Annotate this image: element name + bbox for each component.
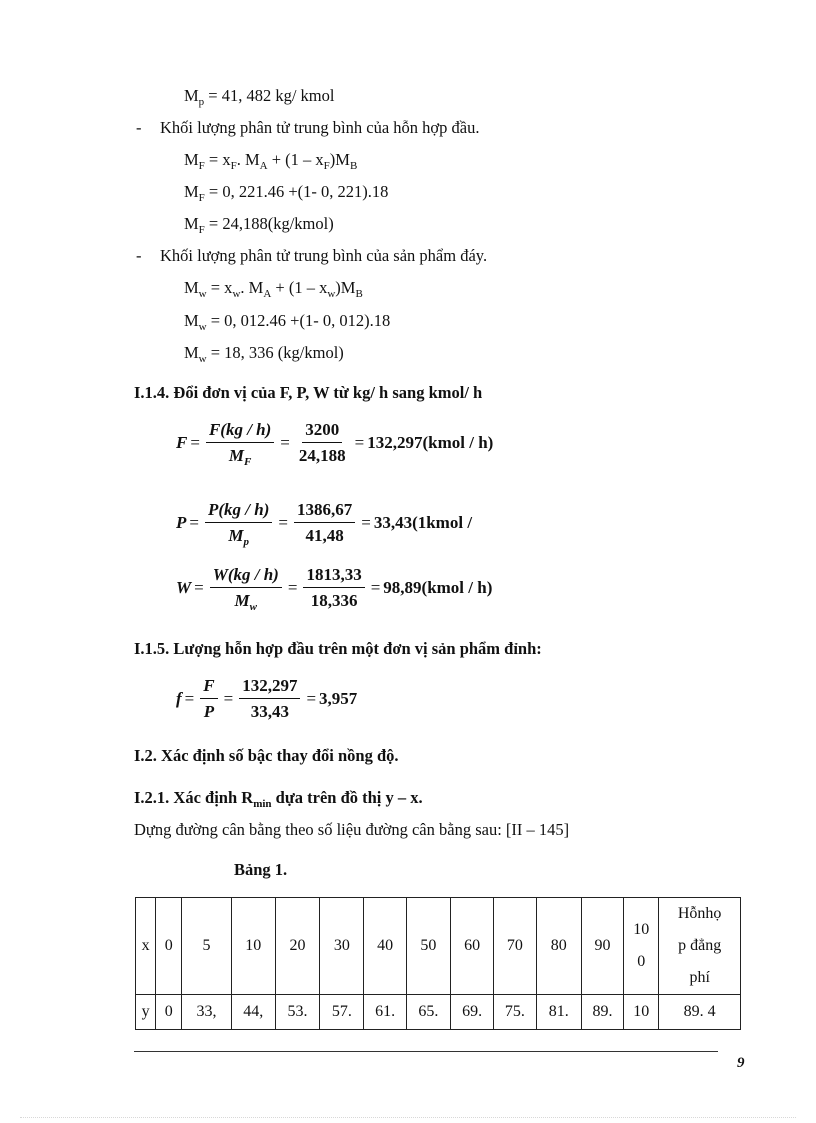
mf-values: $M_F = 0$, 221.46 +(1- 0, 221).18 — [184, 182, 389, 204]
mw-formula: $M_w = x_w$. $M_A + (1 - x_w)M_B$ — [184, 278, 363, 300]
heading-1-2: I.2. Xác định số bậc thay đổi nồng độ. — [134, 746, 399, 765]
table-cell: 0 — [156, 995, 182, 1030]
table-cell: 65. — [406, 995, 450, 1030]
table-cell: Hỗnhọ p đẳng phí — [659, 898, 741, 995]
table-cell: 75. — [494, 995, 536, 1030]
table-cell: 33, — [182, 995, 231, 1030]
mp-value: = 41, 482 kg/ kmol — [208, 86, 335, 105]
table-cell: 53. — [275, 995, 319, 1030]
table-cell: 57. — [320, 995, 364, 1030]
table-cell: 10 — [231, 898, 275, 995]
mp-line: $M_p = 41$, 482 kg/ kmol — [184, 86, 335, 108]
table-cell: 30 — [320, 898, 364, 995]
heading-1-2-1: I.2.1. Xác định $R_{min}$ dựa trên đồ thị y – x. — [134, 788, 423, 810]
paragraph-equilibrium: Dựng đường cân bằng theo số liệu đường cân bằng sau: [II – 145] — [134, 820, 570, 839]
table-row — [136, 995, 741, 1030]
table-cell: 60 — [451, 898, 494, 995]
table-cell: 81. — [536, 995, 581, 1030]
table-caption: Bảng 1. — [234, 860, 288, 879]
row-label: y — [136, 995, 156, 1030]
table-row — [136, 898, 741, 995]
table-cell: 40 — [364, 898, 406, 995]
table-cell: 90 — [581, 898, 623, 995]
table-cell: 70 — [494, 898, 536, 995]
table-cell: 80 — [536, 898, 581, 995]
mw-result: $M_w = 18$, 336 (kg/kmol) — [184, 343, 344, 365]
page-bottom-border — [20, 1117, 796, 1118]
mw-values: $M_w = 0$, 012.46 +(1- 0, 012).18 — [184, 311, 391, 333]
formula-P: P = $\frac{P(kg / h)}{M_p}$ = $\frac{1386,67}{41,48}$ = 33,43(1kmol / — [176, 500, 473, 548]
table-cell: 89. 4 — [659, 995, 741, 1030]
equilibrium-table — [135, 897, 741, 1030]
mf-formula: $M_F = x_F$. $M_A + (1 - x_F)M_B$ — [184, 150, 358, 172]
table-cell: 10 0 — [624, 898, 659, 995]
heading-1-1-5: I.1.5. Lượng hỗn hợp đầu trên một đơn vị sản phẩm đỉnh: — [134, 639, 542, 658]
formula-F: F = $\frac{F(kg / h)}{M_F}$ = $\frac{3200}{24,188}$ = 132,297(kmol / h) — [176, 420, 494, 468]
row-label: x — [136, 898, 156, 995]
mf-result: $M_F$ = 24,188(kg/kmol) — [184, 214, 334, 236]
formula-W: W = $\frac{W(kg / h)}{M_w}$ = $\frac{1813,33}{18,336}$ = 98,89(kmol / h) — [176, 565, 493, 613]
page-number: 9 — [737, 1055, 745, 1071]
table-cell: 50 — [406, 898, 450, 995]
table-cell: 20 — [275, 898, 319, 995]
table-cell: 44, — [231, 995, 275, 1030]
table-cell: 0 — [156, 898, 182, 995]
table-cell: 5 — [182, 898, 231, 995]
footer-rule — [134, 1051, 718, 1052]
bullet-feed-mass: Khối lượng phân tử trung bình của hỗn hợp đầu. — [160, 118, 480, 137]
heading-1-1-4: I.1.4. Đổi đơn vị của F, P, W từ kg/ h sang kmol/ h — [134, 383, 483, 402]
table-cell: 89. — [581, 995, 623, 1030]
table-cell: 10 — [624, 995, 659, 1030]
bullet-dash: - — [136, 118, 142, 137]
bullet-dash: - — [136, 246, 142, 265]
bullet-bottom-mass: Khối lượng phân tử trung bình của sản phẩm đáy. — [160, 246, 488, 265]
table-cell: 61. — [364, 995, 406, 1030]
table-cell: 69. — [451, 995, 494, 1030]
formula-f: f = $\frac{F}{P}$ = $\frac{132,297}{33,43}$ = 3,957 — [176, 676, 358, 721]
